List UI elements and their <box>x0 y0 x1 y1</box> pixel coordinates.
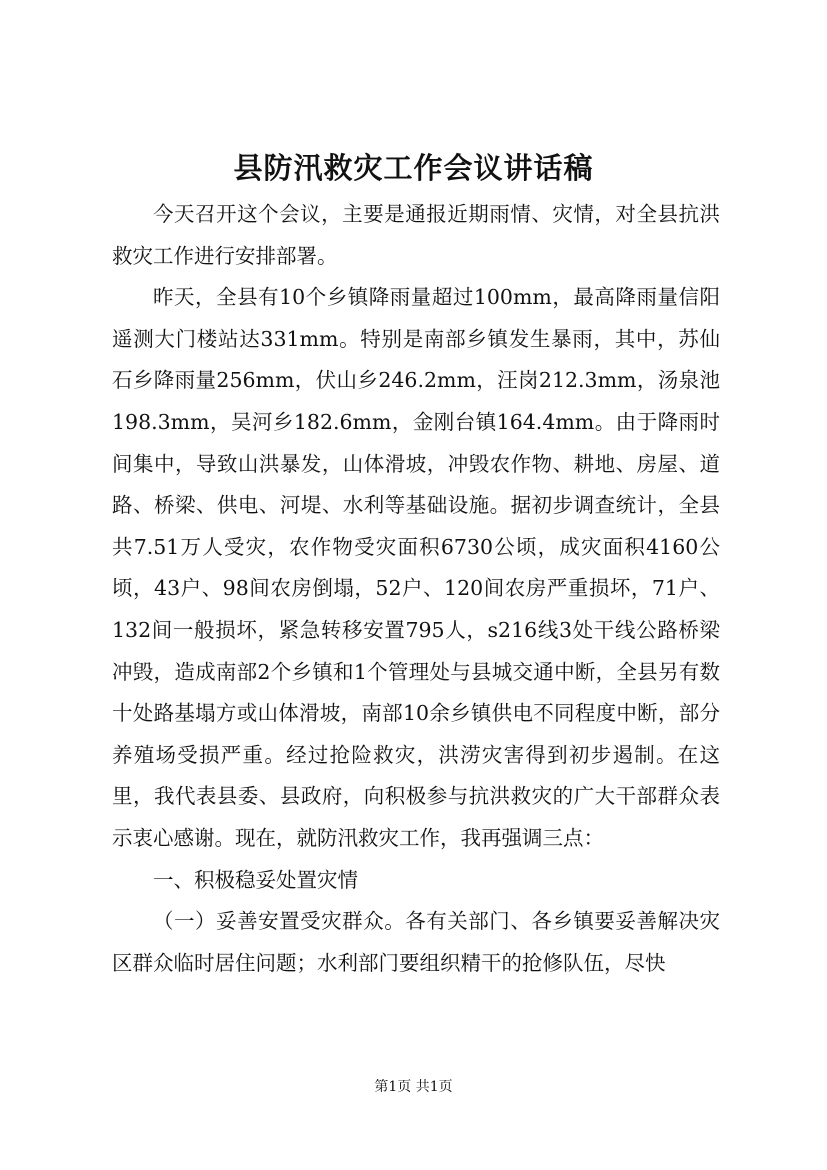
section-heading: 一、积极稳妥处置灾情 <box>153 867 358 892</box>
document-title: 县防汛救灾工作会议讲话稿 <box>233 151 594 185</box>
paragraph-situation: 昨天，全县有10个乡镇降雨量超过100mm，最高降雨量信阳遥测大门楼站达331mm。特别是南部乡镇发生暴雨，其中，苏仙石乡降雨量256mm，伏山乡246.2mm，汪岗212.3mm，汤泉池198.3mm，吴河乡182.6mm，金刚台镇164.4mm。由于降雨时间集中，导致山洪暴发，山体滑坡，冲毁农作物、耕地、房屋、道路、桥梁、供电、河堤、水利等基础设施。据初步调查统计，全县共7.51万人受灾，农作物受灾面积6730公顷，成灾面积4160公顷，43户、98间农房倒塌，52户、120间农房严重损坏，71户、132间一般损坏，紧急转移安置795人，s216线3处干线公路桥梁冲毁，造成南部2个乡镇和1个管理处与县城交通中断，全县另有数十处路基塌方或山体滑坡，南部10余乡镇供电不同程度中断，部分养殖场受损严重。经过抢险救灾，洪涝灾害得到初步遏制。在这里，我代表县委、县政府，向积极参与抗洪救灾的广大干部群众表示衷心感谢。现在，就防汛救灾工作，我再强调三点： <box>112 285 720 850</box>
paragraph-subsection: （一）妥善安置受灾群众。各有关部门、各乡镇要妥善解决灾区群众临时居住问题；水利部门要组织精干的抢修队伍，尽快 <box>112 909 720 975</box>
page-footer: 第1页 共1页 <box>374 1079 453 1095</box>
paragraph-intro: 今天召开这个会议，主要是通报近期雨情、灾情，对全县抗洪救灾工作进行安排部署。 <box>112 202 720 268</box>
document-body <box>112 194 720 984</box>
